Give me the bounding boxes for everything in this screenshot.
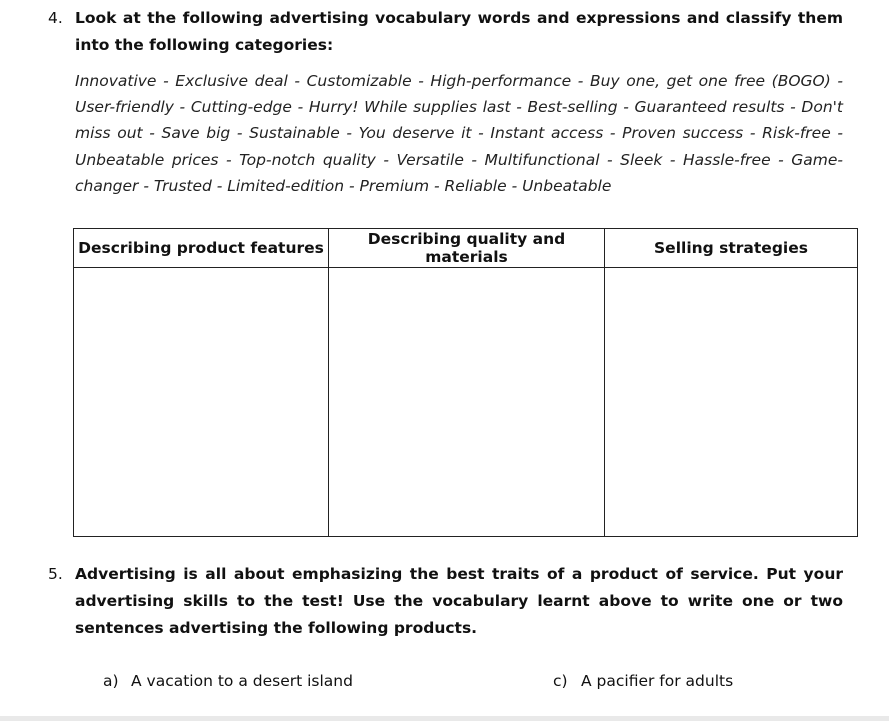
item-c-label: c)	[553, 672, 568, 690]
question-4-prompt: Look at the following advertising vocabulary words and expressions and classify them into the following categories:	[75, 9, 843, 54]
vocabulary-list: Innovative - Exclusive deal - Customizable - High-performance - Buy one, get one free (BOGO) - User-friendly - Cutting-edge - Hurry! While supplies last - Best-selling - Guaranteed results - Don't miss out - Save big - Sustainable - You deserve it - Instant access - Proven success - Risk-free - Unbeatable prices - Top-notch quality - Versatile - Multifunctional - Sleek - Hassle-free - Game-changer - Trusted - Limited-edition - Premium - Reliable - Unbeatable	[75, 72, 843, 195]
cell-product-features[interactable]	[74, 268, 329, 537]
header-product-features: Describing product features	[74, 229, 329, 268]
page-bottom-edge	[0, 716, 889, 721]
item-a-label: a)	[103, 672, 119, 690]
table-row	[74, 268, 858, 537]
classification-table	[73, 228, 858, 537]
question-5-prompt: Advertising is all about emphasizing the best traits of a product of service. Put your advertising skills to the test! Use the vocabulary learnt above to write one or two sentences advertising the following products.	[75, 565, 843, 637]
question-4-number: 4.	[48, 9, 63, 27]
table-header-row	[74, 229, 858, 268]
header-selling-strategies: Selling strategies	[605, 229, 858, 268]
cell-quality-materials[interactable]	[329, 268, 605, 537]
question-5-number: 5.	[48, 565, 63, 583]
header-quality-materials: Describing quality and materials	[329, 229, 605, 268]
list-item	[103, 668, 353, 694]
item-a-text: A vacation to a desert island	[131, 672, 353, 690]
cell-selling-strategies[interactable]	[605, 268, 858, 537]
list-item	[553, 668, 733, 694]
item-c-text: A pacifier for adults	[581, 672, 734, 690]
